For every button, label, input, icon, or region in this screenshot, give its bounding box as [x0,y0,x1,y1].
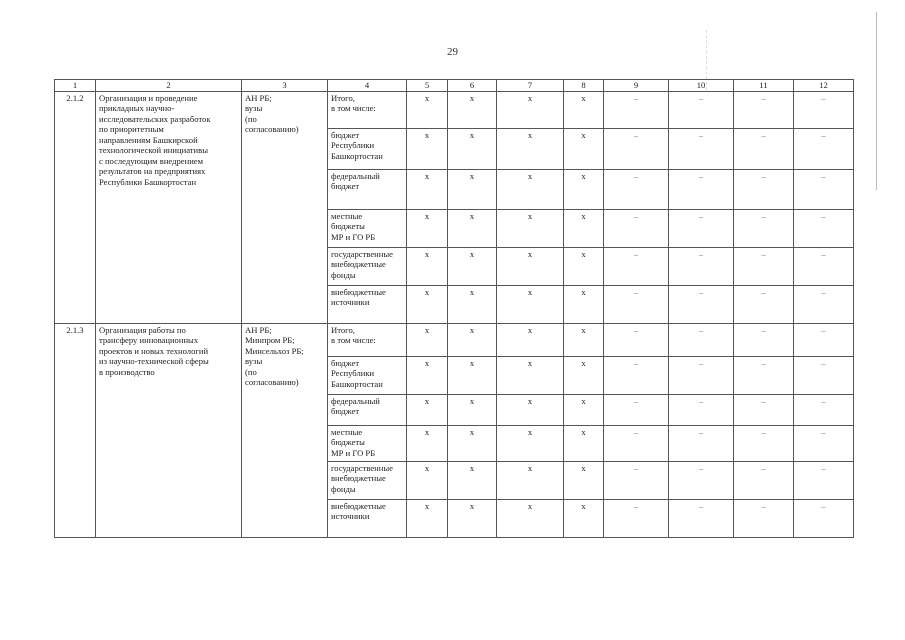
x-mark-cell: x [407,323,448,356]
x-mark-cell: x [497,394,564,425]
measure-line: направлениям Башкирской [99,134,198,145]
x-mark-cell: x [448,247,497,285]
x-mark-cell: x [407,209,448,247]
dash-cell: – [604,461,669,499]
x-mark-cell: x [497,356,564,394]
executor-line: Минпром РБ; [245,335,295,345]
x-mark-cell: x [497,209,564,247]
measure-line: исследовательских разработок [99,113,211,124]
funding-source-line: источники [331,511,370,521]
funding-source-line: МР и ГО РБ [331,231,376,242]
column-number: 4 [328,80,407,92]
funding-source-line: местные [331,210,363,221]
funding-source [328,128,407,169]
dash-cell: – [604,425,669,461]
dash-cell: – [794,285,854,323]
dash-cell: – [669,91,734,128]
budget-table [54,79,854,538]
measure-line: трансферу инновационных [99,335,199,345]
dash-cell: – [669,499,734,537]
x-mark-cell: x [564,394,604,425]
dash-cell: – [734,169,794,209]
executor-line: Минсельхоз РБ; [245,345,304,356]
dash-cell: – [604,128,669,169]
measure-line: прикладных научно- [99,103,175,113]
funding-source-line: внебюджетные [331,286,386,297]
funding-source [328,169,407,209]
measure-line: Организация работы по [99,324,186,335]
funding-source-line: МР и ГО РБ [331,447,376,458]
dash-cell: – [604,169,669,209]
executor-line: вузы [245,103,263,113]
dash-cell: – [794,394,854,425]
dash-cell: – [734,91,794,128]
page-number: 29 [447,46,458,58]
x-mark-cell: x [448,499,497,537]
measure-line: технологической инициативы [99,145,208,155]
funding-source-line: государственные [331,248,393,259]
measure-line: результатов на предприятиях [99,166,206,176]
funding-source-line: фонды [331,483,356,494]
column-number: 7 [497,80,564,92]
measure-line: Республики Башкортостан [99,176,197,187]
dash-cell: – [734,461,794,499]
funding-source [328,394,407,425]
dash-cell: – [604,499,669,537]
dash-cell: – [734,394,794,425]
funding-source [328,209,407,247]
funding-source [328,323,407,356]
x-mark-cell: x [497,323,564,356]
dash-cell: – [734,285,794,323]
x-mark-cell: x [497,461,564,499]
dash-cell: – [604,209,669,247]
x-mark-cell: x [564,247,604,285]
x-mark-cell: x [448,356,497,394]
funding-source-line: в том числе: [331,103,376,113]
executor-line: АН РБ; [245,92,272,103]
dash-cell: – [604,247,669,285]
column-number: 6 [448,80,497,92]
x-mark-cell: x [448,394,497,425]
executor-line: вузы [245,356,263,366]
funding-source [328,247,407,285]
x-mark-cell: x [448,91,497,128]
dash-cell: – [669,394,734,425]
funding-source-line: внебюджетные [331,500,386,511]
x-mark-cell: x [407,285,448,323]
x-mark-cell: x [448,323,497,356]
table-row [55,91,854,128]
column-number: 3 [242,80,328,92]
column-number: 1 [55,80,96,92]
x-mark-cell: x [497,499,564,537]
x-mark-cell: x [448,128,497,169]
dash-cell: – [669,323,734,356]
funding-source-line: бюджет [331,129,360,140]
x-mark-cell: x [564,285,604,323]
funding-source-line: федеральный [331,170,380,181]
funding-source-line: внебюджетные [331,259,386,269]
dash-cell: – [734,499,794,537]
x-mark-cell: x [497,285,564,323]
x-mark-cell: x [564,128,604,169]
executors [242,323,328,537]
x-mark-cell: x [448,209,497,247]
dash-cell: – [794,209,854,247]
dash-cell: – [669,247,734,285]
x-mark-cell: x [407,356,448,394]
column-number: 5 [407,80,448,92]
executor-line: согласованию) [245,377,299,387]
x-mark-cell: x [407,499,448,537]
funding-source-line: федеральный [331,395,380,406]
measure-line: проектов и новых технологий [99,345,209,356]
funding-source-line: местные [331,426,363,437]
funding-source-line: бюджет [331,357,360,368]
dash-cell: – [669,461,734,499]
funding-source-line: фонды [331,269,356,280]
funding-source [328,461,407,499]
table-row [55,323,854,356]
x-mark-cell: x [497,128,564,169]
funding-source-line: государственные [331,462,393,473]
measure-line: Организация и проведение [99,92,198,103]
x-mark-cell: x [448,425,497,461]
column-number: 11 [734,80,794,92]
funding-source [328,356,407,394]
x-mark-cell: x [564,323,604,356]
funding-source [328,91,407,128]
measure-name [96,91,242,323]
x-mark-cell: x [564,356,604,394]
measure-line: по приоритетным [99,124,164,134]
dash-cell: – [794,356,854,394]
x-mark-cell: x [407,394,448,425]
executor-line: (по [245,366,257,377]
dash-cell: – [604,356,669,394]
table-body [55,91,854,537]
funding-source-line: Итого, [331,324,355,335]
dash-cell: – [794,323,854,356]
dash-cell: – [604,91,669,128]
column-number: 12 [794,80,854,92]
x-mark-cell: x [448,169,497,209]
x-mark-cell: x [564,91,604,128]
x-mark-cell: x [407,128,448,169]
dash-cell: – [734,209,794,247]
x-mark-cell: x [564,461,604,499]
dash-cell: – [604,285,669,323]
x-mark-cell: x [497,247,564,285]
column-number-row [55,80,854,92]
executors [242,91,328,323]
executor-line: согласованию) [245,124,299,134]
dash-cell: – [734,128,794,169]
funding-source-line: внебюджетные [331,473,386,483]
dash-cell: – [669,209,734,247]
dash-cell: – [734,356,794,394]
x-mark-cell: x [448,461,497,499]
dash-cell: – [734,425,794,461]
executor-line: (по [245,113,257,124]
funding-source-line: в том числе: [331,335,376,345]
x-mark-cell: x [407,91,448,128]
dash-cell: – [794,91,854,128]
x-mark-cell: x [564,499,604,537]
x-mark-cell: x [497,91,564,128]
dash-cell: – [794,169,854,209]
item-code: 2.1.2 [55,91,96,323]
x-mark-cell: x [564,169,604,209]
funding-source-line: бюджеты [331,221,365,231]
funding-source [328,285,407,323]
funding-source-line: Башкортостан [331,150,383,161]
x-mark-cell: x [407,169,448,209]
x-mark-cell: x [564,209,604,247]
funding-source-line: бюджет [331,406,360,416]
measure-line: с последующим внедрением [99,155,204,166]
item-code: 2.1.3 [55,323,96,537]
funding-source [328,499,407,537]
measure-line: из научно-технической сферы [99,356,209,366]
x-mark-cell: x [497,425,564,461]
dash-cell: – [669,169,734,209]
x-mark-cell: x [407,247,448,285]
funding-source-line: Республики [331,368,375,378]
dash-cell: – [669,285,734,323]
column-number: 10 [669,80,734,92]
funding-source-line: Итого, [331,92,355,103]
dash-cell: – [734,323,794,356]
funding-source [328,425,407,461]
dash-cell: – [669,128,734,169]
dash-cell: – [604,394,669,425]
dash-cell: – [794,499,854,537]
dash-cell: – [734,247,794,285]
x-mark-cell: x [407,425,448,461]
funding-source-line: бюджет [331,181,360,191]
funding-source-line: Башкортостан [331,378,383,389]
column-number: 9 [604,80,669,92]
dash-cell: – [604,323,669,356]
dash-cell: – [794,128,854,169]
dash-cell: – [794,247,854,285]
column-number: 2 [96,80,242,92]
x-mark-cell: x [448,285,497,323]
dash-cell: – [669,425,734,461]
dash-cell: – [794,425,854,461]
executor-line: АН РБ; [245,324,272,335]
dash-cell: – [794,461,854,499]
dash-cell: – [669,356,734,394]
x-mark-cell: x [564,425,604,461]
scan-edge-line [876,12,877,190]
column-number: 8 [564,80,604,92]
x-mark-cell: x [497,169,564,209]
funding-source-line: Республики [331,140,375,150]
measure-line: в производство [99,366,155,377]
funding-source-line: бюджеты [331,437,365,447]
measure-name [96,323,242,537]
funding-source-line: источники [331,297,370,307]
x-mark-cell: x [407,461,448,499]
